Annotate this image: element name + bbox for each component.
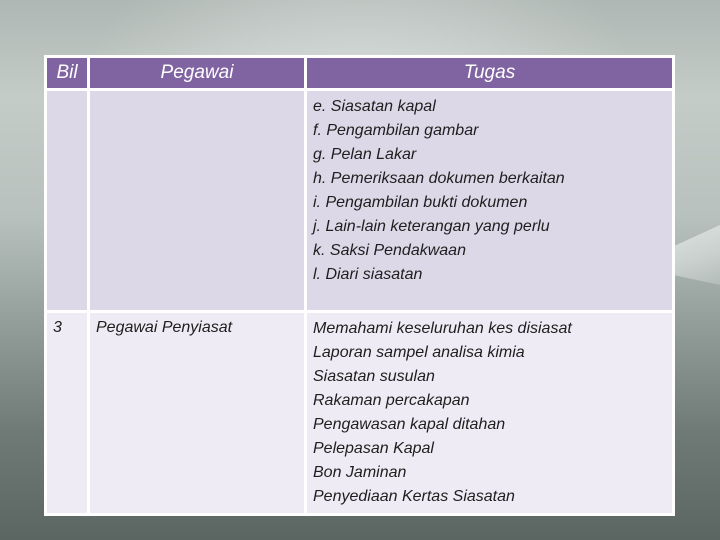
tugas-item: i. Pengambilan bukti dokumen bbox=[313, 194, 528, 211]
cell-pegawai bbox=[90, 91, 304, 310]
table-header-row bbox=[47, 58, 672, 88]
duties-table-container bbox=[44, 55, 675, 516]
tugas-item: Penyediaan Kertas Siasatan bbox=[313, 488, 515, 505]
header-bil: Bil bbox=[47, 58, 87, 88]
tugas-list bbox=[307, 313, 672, 509]
tugas-item: Bon Jaminan bbox=[313, 464, 407, 481]
tugas-item: l. Diari siasatan bbox=[313, 266, 423, 283]
table-row bbox=[47, 91, 672, 310]
cell-bil bbox=[47, 91, 87, 310]
header-pegawai: Pegawai bbox=[90, 58, 304, 88]
tugas-item: e. Siasatan kapal bbox=[313, 98, 436, 115]
tugas-item: Laporan sampel analisa kimia bbox=[313, 344, 525, 361]
tugas-list bbox=[307, 91, 672, 287]
cell-pegawai: Pegawai Penyiasat bbox=[90, 313, 304, 513]
tugas-item: g. Pelan Lakar bbox=[313, 146, 417, 163]
tugas-item: j. Lain-lain keterangan yang perlu bbox=[313, 218, 550, 235]
tugas-item: Memahami keseluruhan kes disiasat bbox=[313, 320, 572, 337]
tugas-item: Siasatan susulan bbox=[313, 368, 435, 385]
cell-tugas bbox=[307, 313, 672, 513]
tugas-item: Pengawasan kapal ditahan bbox=[313, 416, 506, 433]
cell-bil: 3 bbox=[47, 313, 87, 513]
tugas-item: Rakaman percakapan bbox=[313, 392, 470, 409]
duties-table bbox=[44, 55, 675, 516]
header-tugas: Tugas bbox=[307, 58, 672, 88]
tugas-item: k. Saksi Pendakwaan bbox=[313, 242, 466, 259]
table-row bbox=[47, 313, 672, 513]
tugas-item: Pelepasan Kapal bbox=[313, 440, 434, 457]
cell-tugas bbox=[307, 91, 672, 310]
tugas-item: f. Pengambilan gambar bbox=[313, 122, 479, 139]
tugas-item: h. Pemeriksaan dokumen berkaitan bbox=[313, 170, 565, 187]
